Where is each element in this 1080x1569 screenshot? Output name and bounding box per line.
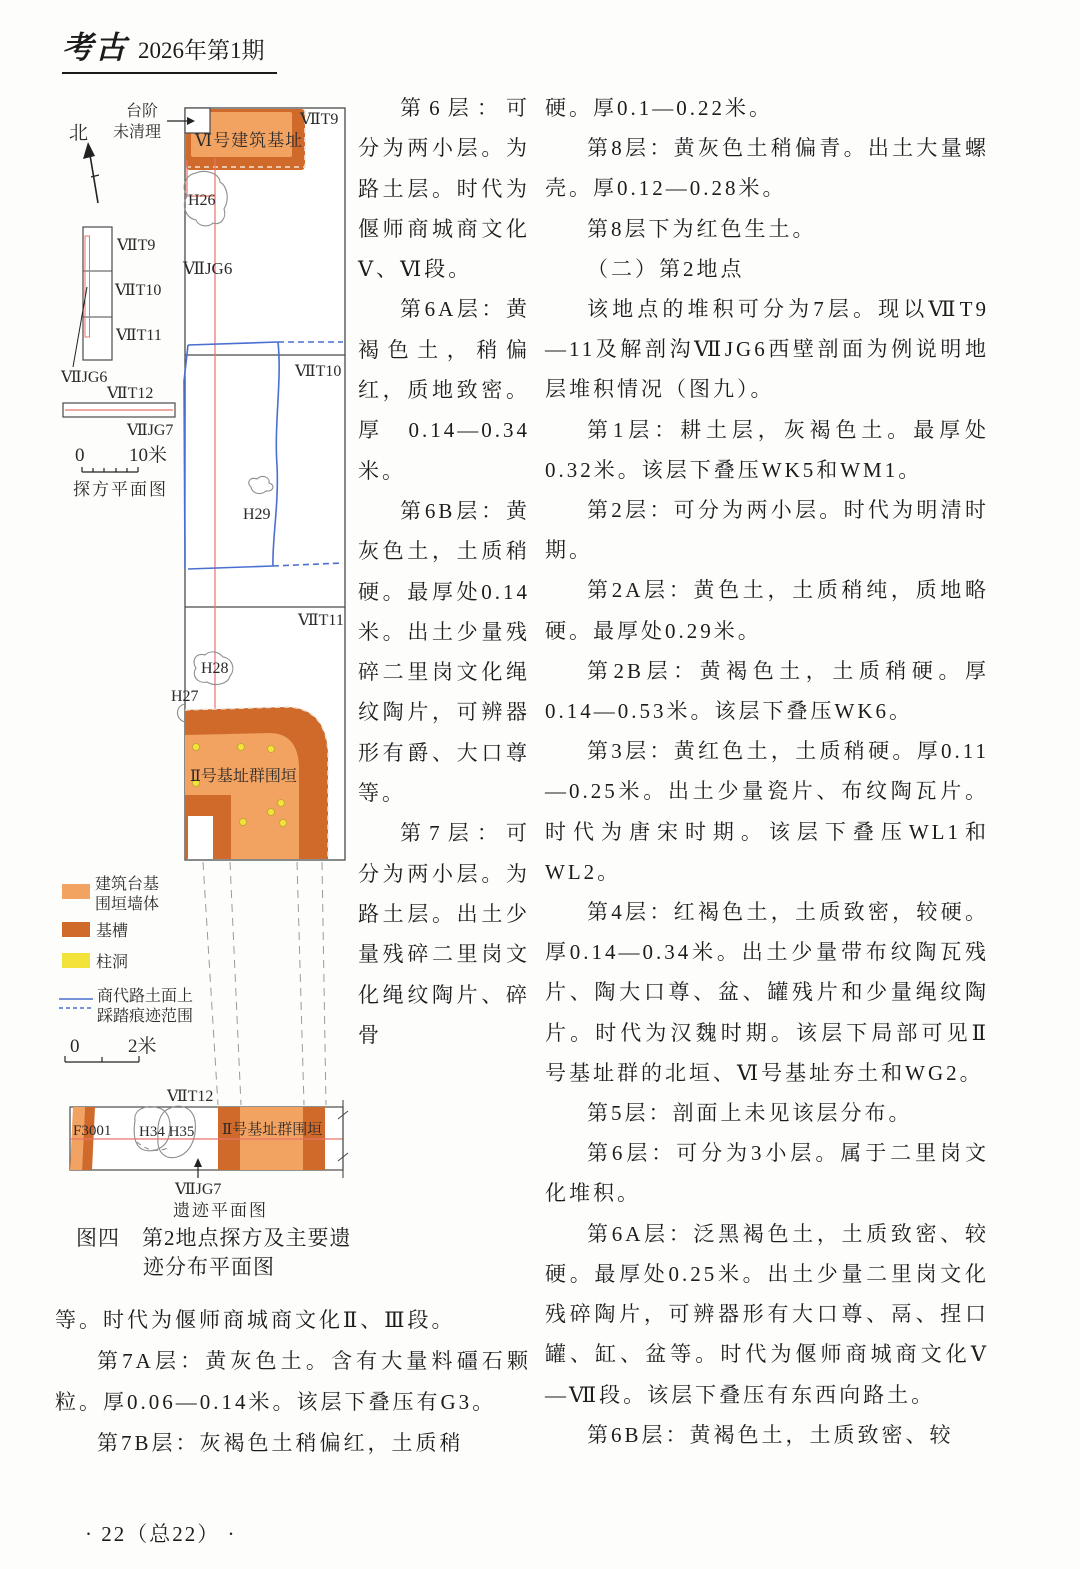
inset-scale-end: 10米	[129, 445, 168, 466]
pit-h27-outline	[177, 704, 185, 722]
stair-annotation	[113, 102, 195, 141]
label-t10: ⅦT10	[295, 363, 342, 380]
figure-four-site-plan	[55, 95, 365, 1285]
inset-scale-bar	[82, 467, 138, 472]
legend-trench-swatch	[62, 922, 90, 937]
bottom-left-text-block	[55, 1300, 531, 1464]
paragraph: 第6A层：黄褐色土，稍偏红，质地致密。厚0.14—0.34米。	[358, 297, 530, 483]
paragraph: 第2层：可分为两小层。时代为明清时期。	[545, 498, 989, 563]
stair-label-1: 台阶	[126, 103, 159, 120]
paragraph: 第7A层：黄灰色土。含有大量料礓石颗粒。厚0.06—0.14米。该层下叠压有G3。	[55, 1349, 531, 1414]
paragraph: 第6B层：黄褐色土，土质致密、较	[587, 1422, 954, 1447]
inset-label-jg6: ⅦJG6	[61, 369, 108, 386]
legend-scale-zero: 0	[70, 1036, 80, 1057]
inset-label-t10: ⅦT10	[115, 282, 162, 299]
figure-caption-line1: 图四 第2地点探方及主要遗	[76, 1226, 352, 1250]
journal-logo: 考古	[62, 30, 128, 65]
strip-label-compound: Ⅱ号基址群围垣	[222, 1122, 323, 1138]
paragraph: 硬。厚0.1—0.22米。	[545, 96, 773, 120]
strip-label-h34-h35: H34 H35	[139, 1124, 195, 1140]
journal-issue: 2026年第1期	[138, 38, 265, 63]
legend-posthole-swatch	[62, 953, 90, 968]
figure-caption-line2: 迹分布平面图	[143, 1255, 275, 1279]
inset-label-t12: ⅦT12	[107, 385, 154, 402]
page-header	[62, 22, 277, 74]
right-text-column	[545, 88, 989, 1455]
figure-legend	[59, 875, 193, 1062]
inset-caption: 探方平面图	[73, 480, 168, 499]
label-h28: H28	[201, 660, 229, 677]
paragraph: 第6A层：泛黑褐色土，土质致密、较硬。最厚处0.25米。出土少量二里岗文化残碎陶片，可辨器形有大口尊、鬲、捏口罐、缸、盆等。时代为偃师商城商文化Ⅴ—Ⅶ段。该层下叠压有东西向路土。	[545, 1221, 989, 1407]
label-h27: H27	[171, 688, 199, 705]
strip-caption: 遗迹平面图	[173, 1201, 268, 1220]
inset-scale-zero: 0	[75, 445, 85, 466]
inset-label-t9: ⅦT9	[117, 237, 156, 254]
strip-label-jg7: ⅦJG7	[175, 1181, 222, 1198]
label-t9: ⅦT9	[300, 111, 339, 128]
paragraph: 第2A层：黄色土，土质稍纯，质地略硬。最厚处0.29米。	[545, 578, 989, 643]
legend-platform-text2: 围垣墙体	[95, 896, 160, 913]
stair-label-2: 未清理	[113, 124, 162, 141]
north-arrow	[69, 122, 99, 203]
paragraph: 第3层：黄红色土，土质稍硬。厚0.11—0.25米。出土少量瓷片、布纹陶瓦片。时代为唐宋时期。该层下叠压WL1和WL2。	[545, 739, 989, 884]
legend-platform-text1: 建筑台基	[95, 876, 160, 893]
paragraph: 第7层：可分为两小层。为路土层。出土少量残碎二里岗文化绳纹陶片、碎骨	[358, 821, 530, 1047]
figure-caption	[55, 1224, 369, 1282]
label-h26: H26	[188, 192, 216, 209]
middle-text-column	[358, 88, 530, 1055]
paragraph: 第6层：可分为3小层。属于二里岗文化堆积。	[545, 1141, 989, 1206]
paragraph: 第5层：剖面上未见该层分布。	[587, 1101, 913, 1126]
inset-label-t11: ⅦT11	[116, 327, 162, 344]
inset-label-jg7: ⅦJG7	[127, 422, 174, 439]
label-jg6: ⅦJG6	[183, 259, 233, 278]
strip-plan	[70, 1088, 348, 1220]
paragraph: 第8层下为红色生土。	[587, 216, 817, 241]
legend-trample-symbol	[59, 999, 93, 1008]
legend-trench-text: 基槽	[96, 923, 129, 940]
legend-platform-swatch	[62, 884, 90, 899]
page-number: · 22（总22） ·	[85, 1522, 237, 1546]
legend-trample-text1: 商代路土面上	[97, 988, 194, 1005]
label-h29: H29	[243, 506, 271, 523]
legend-trample-text2: 踩踏痕迹范围	[97, 1008, 194, 1025]
paragraph: 第6B层：黄灰色土，土质稍硬。最厚处0.14米。出土少量残碎二里岗文化绳纹陶片，可辨器形有爵、大口尊等。	[358, 498, 530, 806]
paragraph: 第1层：耕土层，灰褐色土。最厚处0.32米。该层下叠压WK5和WM1。	[545, 417, 989, 482]
strip-label-f3001: F3001	[73, 1123, 112, 1139]
label-t11: ⅦT11	[298, 612, 344, 629]
paragraph: 第7B层：灰褐色土稍偏红，土质稍	[97, 1431, 464, 1455]
paragraph: 第2B层：黄褐色土，土质稍硬。厚0.14—0.53米。该层下叠压WK6。	[545, 658, 989, 724]
paragraph: 该地点的堆积可分为7层。现以ⅦT9—11及解剖沟ⅦJG6西壁剖面为例说明地层堆积情况（图九）。	[545, 297, 989, 402]
strip-label-t12: ⅦT12	[167, 1088, 214, 1105]
paragraph: 第8层：黄灰色土稍偏青。出土大量螺壳。厚0.12—0.28米。	[545, 136, 989, 201]
paragraph: 第6层：可分为两小层。为路土层。时代为偃师商城商文化Ⅴ、Ⅵ段。	[358, 96, 530, 282]
label-compound-ii: Ⅱ号基址群围垣	[190, 768, 297, 785]
inset-key-map	[60, 227, 175, 499]
projection-lines	[203, 862, 326, 1105]
legend-scale-end: 2米	[128, 1036, 157, 1057]
section-heading: （二）第2地点	[587, 256, 745, 281]
legend-posthole-text: 柱洞	[96, 954, 129, 971]
label-building-vi: Ⅵ号建筑基址	[195, 131, 304, 150]
paragraph: 等。时代为偃师商城商文化Ⅱ、Ⅲ段。	[55, 1308, 456, 1332]
paragraph: 第4层：红褐色土，土质致密，较硬。厚0.14—0.34米。出土少量带布纹陶瓦残片、陶大口尊、盆、罐残片和少量绳纹陶片。时代为汉魏时期。该层下局部可见Ⅱ号基址群的北垣、Ⅵ号基址夯土和WG2。	[545, 900, 989, 1085]
north-label: 北	[69, 123, 89, 144]
